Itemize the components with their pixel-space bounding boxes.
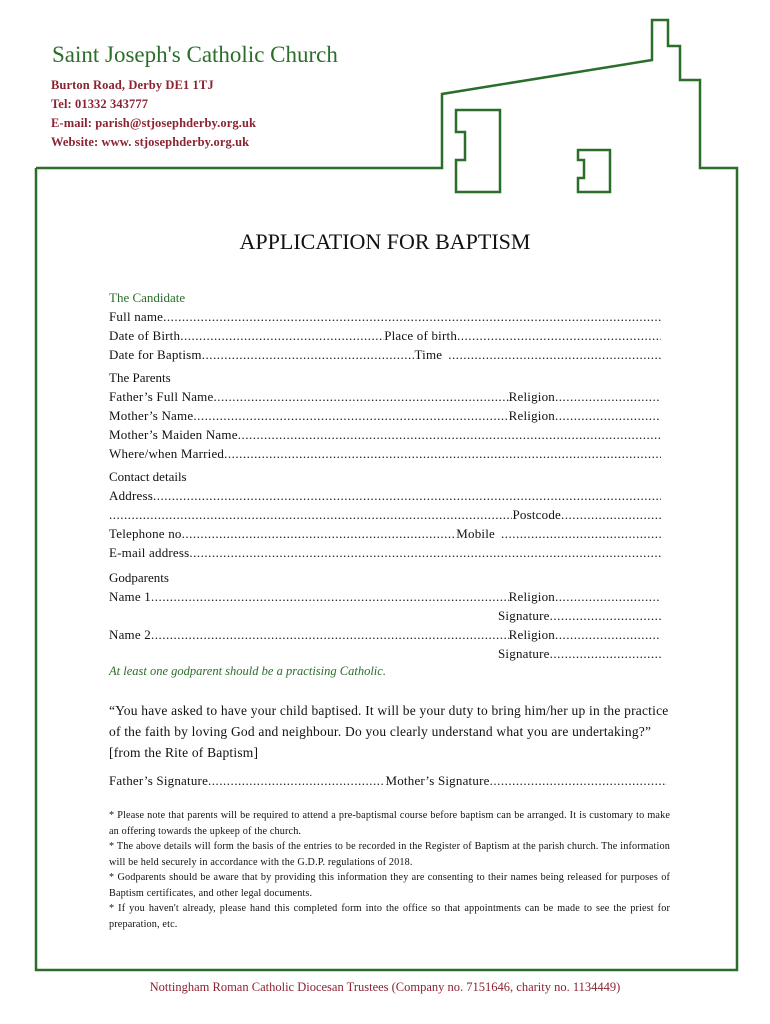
church-website: Website: www. stjosephderby.org.uk [51, 135, 250, 149]
parents-heading: The Parents [109, 370, 171, 385]
godparent-2-row[interactable] [109, 627, 661, 643]
fathers-full-name-dotted-line[interactable] [213, 389, 508, 405]
godparent-2-signature-label: Signature [498, 646, 550, 661]
godparent-2-religion-label: Religion [508, 627, 555, 642]
godparent-1-signature-label: Signature [498, 608, 550, 623]
address-continued-dotted-line[interactable] [109, 507, 512, 523]
married-row[interactable] [109, 446, 661, 462]
mothers-signature-dotted-line[interactable] [490, 773, 667, 789]
candidate-heading: The Candidate [109, 290, 186, 305]
godparent-2-signature-dotted-line[interactable] [550, 646, 661, 662]
date-of-birth-label: Date of Birth [109, 328, 181, 343]
church-window-right [578, 150, 610, 192]
birth-row[interactable] [109, 328, 661, 344]
telephone-dotted-line[interactable] [182, 526, 457, 542]
godparent-2-label: Name 2 [109, 627, 151, 642]
place-of-birth-label: Place of birth [384, 328, 458, 343]
time-label: Time [414, 347, 443, 362]
telephone-label: Telephone no [109, 526, 182, 541]
date-for-baptism-label: Date for Baptism [109, 347, 202, 362]
godparent-1-row[interactable] [109, 589, 661, 605]
mobile-dotted-line[interactable] [501, 526, 661, 542]
where-when-married-dotted-line[interactable] [224, 446, 661, 462]
church-telephone: Tel: 01332 343777 [51, 97, 149, 111]
mother-religion-dotted-line[interactable] [555, 408, 661, 424]
email-row[interactable] [109, 545, 661, 561]
father-religion-dotted-line[interactable] [555, 389, 661, 405]
maiden-name-row[interactable] [109, 427, 661, 443]
time-dotted-line[interactable] [448, 347, 661, 363]
mothers-name-dotted-line[interactable] [193, 408, 508, 424]
godparent-1-signature-row[interactable] [498, 608, 661, 624]
postcode-row[interactable] [109, 507, 661, 523]
form-title: APPLICATION FOR BAPTISM [239, 229, 531, 254]
mother-row[interactable] [109, 408, 661, 424]
address-label: Address [109, 488, 154, 503]
where-when-married-label: Where/when Married [109, 446, 225, 461]
godparent-1-signature-dotted-line[interactable] [550, 608, 661, 624]
parent-signatures-row[interactable] [109, 773, 667, 789]
address-dotted-line[interactable] [153, 488, 661, 504]
full-name-dotted-line[interactable] [163, 309, 661, 325]
address-row[interactable] [109, 488, 661, 504]
mothers-signature-label: Mother’s Signature [385, 773, 490, 788]
church-email: E-mail: parish@stjosephderby.org.uk [51, 116, 257, 130]
fathers-full-name-label: Father’s Full Name [109, 389, 214, 404]
father-row[interactable] [109, 389, 661, 405]
godparent-note: At least one godparent should be a practising Catholic. [109, 664, 386, 678]
fathers-signature-label: Father’s Signature [109, 773, 209, 788]
godparent-1-religion-label: Religion [508, 589, 555, 604]
date-for-baptism-dotted-line[interactable] [202, 347, 415, 363]
contact-heading: Contact details [109, 469, 187, 484]
rite-of-baptism-quote: “You have asked to have your child baptised. It will be your duty to bring him/her up in the practice of the faith by loving God and neighbour. Do you clearly understand what you are undertaking?” [from the Rite of Baptism] [109, 703, 669, 760]
fathers-signature-dotted-line[interactable] [208, 773, 385, 789]
godparent-1-label: Name 1 [109, 589, 151, 604]
godparent-2-signature-row[interactable] [498, 646, 661, 662]
mothers-maiden-name-label: Mother’s Maiden Name [109, 427, 238, 442]
father-religion-label: Religion [508, 389, 555, 404]
note-register: * The above details will form the basis of the entries to be recorded in the Register of Baptism at the parish church. The information will be held securely in accordance with the G.D.P. regulations of 2018. [109, 841, 670, 868]
email-address-label: E-mail address [109, 545, 190, 560]
godparent-2-name-dotted-line[interactable] [151, 627, 509, 643]
godparent-1-religion-dotted-line[interactable] [555, 589, 661, 605]
note-godparents-consent: * Godparents should be aware that by providing this information they are consenting to their names being released for purposes of Baptism certificates, and other legal documents. [109, 872, 670, 899]
date-of-birth-dotted-line[interactable] [180, 328, 384, 344]
footer-trustees: Nottingham Roman Catholic Diocesan Trustees (Company no. 7151646, charity no. 1134449) [149, 980, 621, 994]
mother-religion-label: Religion [508, 408, 555, 423]
baptism-date-row[interactable] [109, 347, 661, 363]
mothers-maiden-name-dotted-line[interactable] [238, 427, 661, 443]
note-course: * Please note that parents will be required to attend a pre-baptismal course before baptism can be arranged. It is customary to make an offering towards the upkeep of the church. [109, 810, 670, 837]
church-name: Saint Joseph's Catholic Church [52, 42, 338, 67]
church-window-left [456, 110, 500, 192]
godparent-1-name-dotted-line[interactable] [151, 589, 509, 605]
notes-block [109, 808, 670, 932]
email-address-dotted-line[interactable] [189, 545, 661, 561]
note-hand-in: * If you haven't already, please hand this completed form into the office so that appointments can be made to see the priest for preparation, etc. [109, 903, 670, 930]
place-of-birth-dotted-line[interactable] [457, 328, 661, 344]
telephone-row[interactable] [109, 526, 661, 542]
godparents-heading: Godparents [109, 570, 169, 585]
postcode-label: Postcode [512, 507, 561, 522]
godparent-2-religion-dotted-line[interactable] [555, 627, 661, 643]
mobile-label: Mobile [456, 526, 495, 541]
postcode-dotted-line[interactable] [561, 507, 661, 523]
church-address: Burton Road, Derby DE1 1TJ [51, 78, 214, 92]
mothers-name-label: Mother’s Name [109, 408, 194, 423]
full-name-label: Full name [109, 309, 164, 324]
full-name-field[interactable] [109, 309, 661, 325]
